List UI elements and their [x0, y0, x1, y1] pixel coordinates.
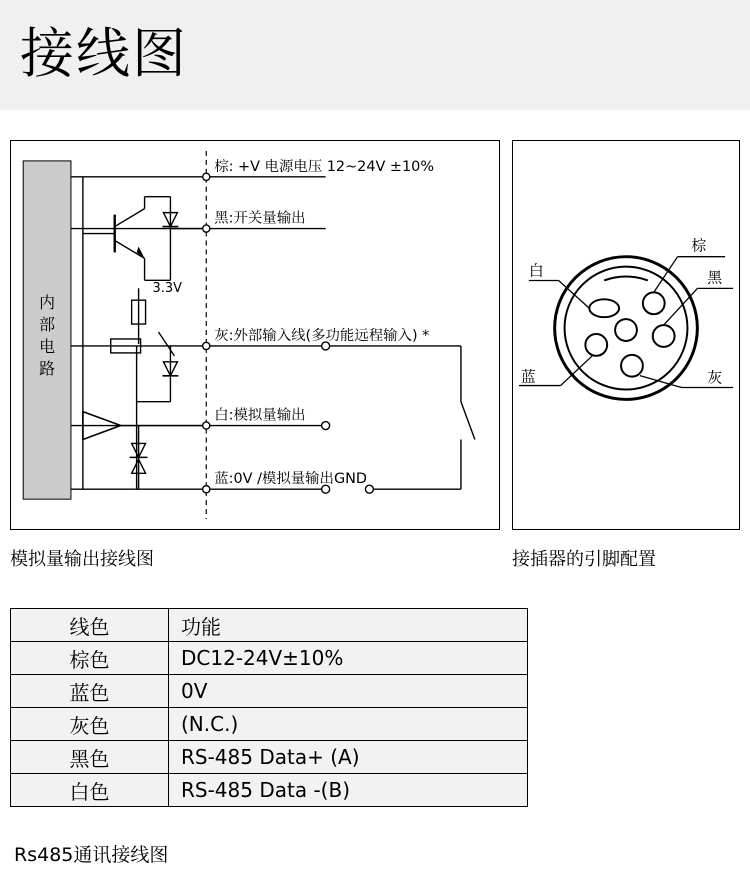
- table-row: [11, 708, 528, 741]
- wire-label-black: 黑:开关量输出: [214, 210, 306, 227]
- terminal-black: [203, 225, 210, 232]
- pin-label-gray: 灰: [707, 368, 723, 387]
- wire-label-white: 白:模拟量输出: [214, 407, 306, 424]
- pin-center: [615, 319, 637, 341]
- table-cell-function: (N.C.): [169, 708, 528, 741]
- analog-output-wiring-svg: [11, 141, 499, 529]
- table-row: [11, 741, 528, 774]
- table-row: [11, 642, 528, 675]
- internal-circuit-label-line-3: 电: [39, 336, 56, 356]
- table-cell-color: 棕色: [11, 642, 169, 675]
- transistor-collector-lead: [115, 209, 145, 227]
- page-title: 接线图: [20, 22, 188, 85]
- pin-white: [589, 299, 619, 317]
- pin-label-white: 白: [528, 261, 544, 280]
- pin-blue: [585, 334, 607, 356]
- table-cell-function: RS-485 Data+ (A): [169, 741, 528, 774]
- analog-output-wiring-caption: 模拟量输出接线图: [10, 549, 154, 570]
- table-cell-function: DC12-24V±10%: [169, 642, 528, 675]
- table-cell-color: 灰色: [11, 708, 169, 741]
- zener-voltage-label: 3.3V: [152, 281, 182, 297]
- internal-circuit-label-line-4: 路: [39, 358, 56, 378]
- pin-black: [653, 325, 675, 347]
- table-header-color: 线色: [11, 609, 169, 642]
- internal-circuit-label-line-1: 内: [39, 293, 56, 313]
- wire-label-brown: 棕: +V 电源电压 12~24V ±10%: [214, 158, 435, 175]
- table-cell-color: 黑色: [11, 741, 169, 774]
- internal-circuit-label-line-2: 部: [39, 315, 56, 335]
- connector-pinout-panel: [512, 140, 740, 530]
- wiring-color-function-table: [10, 608, 528, 807]
- pin-gray: [621, 355, 643, 377]
- table-row: [11, 774, 528, 807]
- table-header-row: [11, 609, 528, 642]
- pin-label-brown: 棕: [691, 236, 707, 255]
- connector-pinout-svg: [513, 141, 739, 529]
- wire-label-gray: 灰:外部输入线(多功能远程输入) *: [214, 327, 430, 344]
- wire-label-blue: 蓝:0V /模拟量输出GND: [214, 471, 367, 488]
- terminal-gray: [203, 342, 210, 349]
- table-cell-function: RS-485 Data -(B): [169, 774, 528, 807]
- ext-terminal-white: [322, 422, 330, 430]
- terminal-blue: [203, 486, 210, 493]
- table-caption: Rs485通讯接线图: [14, 844, 169, 866]
- pin-brown: [643, 292, 665, 314]
- ext-switch-lever: [461, 402, 475, 440]
- resistor-diagonal: [158, 332, 174, 356]
- table-header-function: 功能: [169, 609, 528, 642]
- terminal-brown: [203, 173, 210, 180]
- analog-output-wiring-diagram-panel: [10, 140, 500, 530]
- table-cell-function: 0V: [169, 675, 528, 708]
- table-cell-color: 白色: [11, 774, 169, 807]
- pin-label-black: 黑: [707, 268, 723, 287]
- pin-label-blue: 蓝: [520, 367, 536, 386]
- table-cell-color: 蓝色: [11, 675, 169, 708]
- connector-pinout-caption: 接插器的引脚配置: [512, 549, 656, 570]
- table-row: [11, 675, 528, 708]
- terminal-white: [203, 422, 210, 429]
